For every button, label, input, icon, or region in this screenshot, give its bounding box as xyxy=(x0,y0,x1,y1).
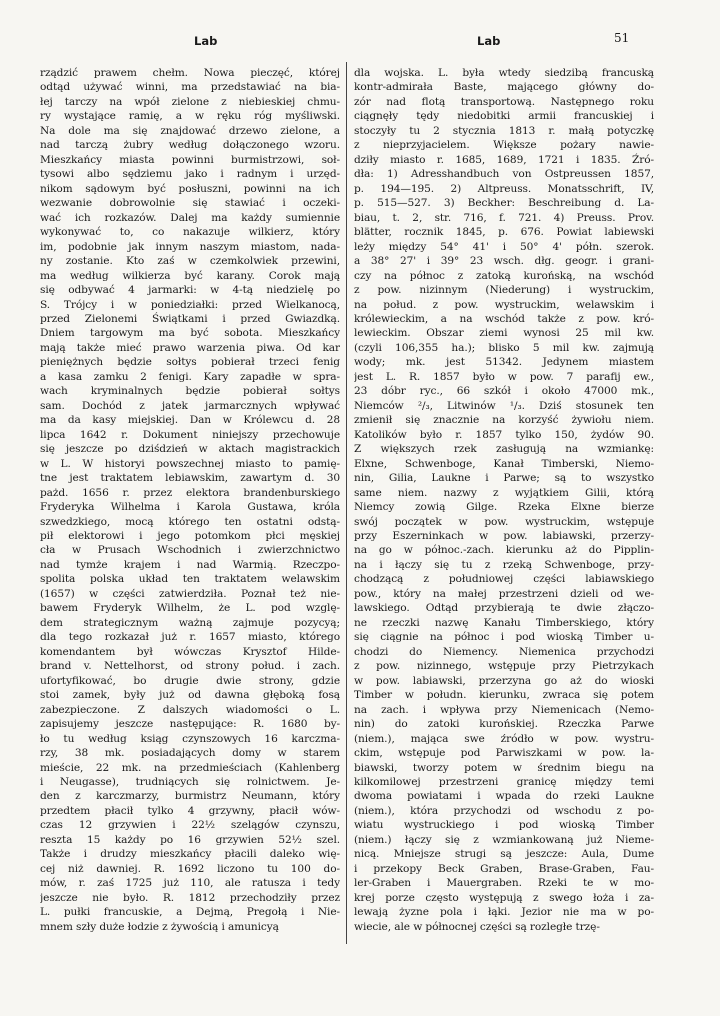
text-line: leży między 54° 41' i 50° 4' półn. szerok. xyxy=(354,240,654,253)
text-line: nad tymże krajem i nad Warmią. Rzeczpo- xyxy=(40,558,340,571)
column-divider xyxy=(346,62,347,944)
text-line: (czyli 106,355 ha.); blisko 5 mil kw. zajmują xyxy=(354,341,654,354)
text-line: ny zostanie. Kto zaś w czemkolwiek przewini, xyxy=(40,255,340,268)
text-line: jest L. R. 1857 było w pow. 7 parafij ew., xyxy=(354,370,654,383)
text-line: ne rzeczki nazwę Kanału Timberskiego, który xyxy=(354,616,654,629)
text-line: i przekopy Beck Graben, Brase-Graben, Fau- xyxy=(354,862,654,875)
text-line: pieniężnych będzie sołtys pobierał trzeci fenig xyxy=(40,356,340,369)
text-line: p. 194—195. 2) Altpreuss. Monatsschrift, IV, xyxy=(354,182,654,195)
text-line: i Neugasse), trudniących się rolnictwem. Je- xyxy=(40,775,340,788)
text-line: Niemcy zowią Gilge. Rzeka Elxne bierze xyxy=(354,501,654,514)
text-line: tysowi albo sędziemu jako i radnym i urzęd- xyxy=(40,168,340,181)
text-line: królewieckim, a na wschód także z pow. kró- xyxy=(354,312,654,325)
text-line: mnem szły duże łodzie z żywością i amunicyą xyxy=(40,920,279,933)
text-line: a 38° 27' i 39° 23 wsch. dłg. geogr. i grani- xyxy=(354,255,654,268)
text-line: Elxne, Schwenboge, Kanał Timberski, Niemo- xyxy=(354,457,654,470)
text-line: dziły miasto r. 1685, 1689, 1721 i 1835. Źró- xyxy=(354,153,654,166)
text-line: przy Eszerninkach w pow. labiawski, przerzy- xyxy=(354,530,654,542)
text-line: wiatu wystruckiego i pod wioską Timber xyxy=(354,819,654,832)
text-line: bawem Fryderyk Wilhelm, że L. pod wzglę- xyxy=(40,602,340,615)
text-line: kontr-admirała Baste, mającego główny do- xyxy=(354,81,654,94)
text-line: nin) do zatoki kurońskiej. Rzeczka Parwe xyxy=(354,718,654,731)
text-line: Na dole ma się znajdować drzewo zielone, a xyxy=(40,124,340,137)
text-line: pażd. 1656 r. przez elektora brandenburskiego xyxy=(40,486,340,499)
text-line: przedtem płacił tylko 4 grzywny, płacił wów- xyxy=(40,804,340,817)
text-line: im, podobnie jak innym naszym miastom, nada- xyxy=(40,240,340,253)
text-line: 23 dóbr ryc., 66 szkół i około 47000 mk., xyxy=(354,385,654,398)
text-line: biawski, tworzy potem w średnim biegu na xyxy=(354,761,654,774)
text-line: z nieprzyjacielem. Większe pożary nawie- xyxy=(354,139,654,152)
text-line: Dniem targowym ma być sobota. Mieszkańcy xyxy=(40,327,340,340)
text-line: nin, Gilia, Laukne i Parwe; są to wszystko xyxy=(354,472,654,485)
text-line: na go w północ.-zach. kierunku aż do Pipplin- xyxy=(354,544,654,557)
text-line: w pow. labiawski, przerzyna go aż do wioski xyxy=(354,674,654,687)
text-line: cła w Prusach Wschodnich i zwierzchnictwo xyxy=(40,544,340,557)
text-line: odtąd używać winni, ma przedstawiać na bia- xyxy=(40,81,340,94)
text-line: dem strategicznym ważną zajmuje pozycyą; xyxy=(40,616,340,629)
text-line: mają także mieć prawo warzenia piwa. Od kar xyxy=(40,341,340,354)
right-column-header: Lab xyxy=(477,34,501,48)
text-line: Także i drudzy mieszkańcy płacili daleko wię- xyxy=(40,848,340,861)
text-line: mieście, 22 mk. na przedmieściach (Kahlenberg xyxy=(40,761,340,774)
text-line: (1657) w części zatwierdziła. Poznał też nie- xyxy=(40,587,340,600)
text-line: zmienił się znacznie na korzyść żywiołu niem. xyxy=(354,414,654,427)
text-line: przed Zielonemi Świątkami i przed Gwiazdką. xyxy=(40,312,340,325)
text-line: cej niż dawniej. R. 1692 liczono tu 100 do- xyxy=(40,862,340,875)
text-line: lipca 1642 r. Dokument niniejszy przechowuje xyxy=(40,428,340,441)
page-number: 51 xyxy=(614,31,630,45)
text-line: ler-Graben i Mauergraben. Rzeki te w mo- xyxy=(354,877,654,890)
text-line: dla tego rozkazał już r. 1657 miasto, którego xyxy=(40,631,340,644)
text-line: L. pułki francuskie, a Dejmą, Pregołą i Nie- xyxy=(40,906,340,919)
text-line: wykonywać to, co nakazuje wilkierz, który xyxy=(40,226,340,239)
text-line: lawskiego. Odtąd przybierają te dwie złączo- xyxy=(354,602,654,615)
text-line: ry wystające ramię, a w ręku róg myśliwski. xyxy=(40,110,340,123)
text-line: zór nad flotą transportową. Następnego roku xyxy=(354,95,654,108)
text-line: ma według wilkierza być karany. Corok mają xyxy=(40,269,340,282)
text-line: S. Trójcy i w poniedziałki: przed Wielkanocą, xyxy=(40,298,340,311)
text-line: łej tarczy na wpół zielone z niebieskiej chmu- xyxy=(40,95,340,108)
text-line: ciągnęły tędy niedobitki armii francuskiej i xyxy=(354,110,654,123)
text-line: pił elektorowi i jego potomkom płci męskiej xyxy=(40,530,340,542)
left-text-column xyxy=(40,66,340,934)
text-line: brand v. Nettelhorst, od strony połud. i zach. xyxy=(40,660,340,673)
text-line: Z większych rzek zasługują na wzmiankę: xyxy=(354,443,654,456)
text-line: lewieckim. Obszar ziemi wynosi 25 mil kw. xyxy=(354,327,654,340)
text-line: na połud. z pow. wystruckim, welawskim i xyxy=(354,298,654,311)
text-line: swój początek w pow. wystruckim, wstępuje xyxy=(354,515,654,528)
text-line: nikom sądowym być posłuszni, powinni na ich xyxy=(40,182,340,195)
text-line: stoi zamek, były już od dawna głęboką fosą xyxy=(40,689,340,702)
text-line: ma da kasy miejskiej. Dan w Królewcu d. 28 xyxy=(40,414,340,427)
text-line: wezwanie dobrowolnie się stawiać i oczeki- xyxy=(40,197,340,210)
text-line: (niem.), mająca swe źródło w pow. wystru- xyxy=(354,732,654,745)
text-line: Fryderyka Wilhelma i Karola Gustawa, króla xyxy=(40,501,340,514)
text-line: Katolików było r. 1857 tylko 150, żydów 90. xyxy=(354,428,654,441)
text-line: mów, r. zaś 1725 już 110, ale ratusza i tedy xyxy=(40,877,340,890)
text-line: reszta 15 każdy po 16 grzywien 52½ szel. xyxy=(40,833,340,846)
text-line: p. 515—527. 3) Beckher: Beschreibung d. La- xyxy=(354,197,654,210)
text-line: z pow. nizinnym (Niederung) i wystruckim, xyxy=(354,284,654,297)
text-line: się jeszcze po dziśdzień w aktach magistrackich xyxy=(40,443,340,456)
text-line: kilkomilowej przestrzeni granicę między temi xyxy=(354,775,654,788)
text-line: chodzącą z południowej części labiawskiego xyxy=(354,573,654,586)
text-line: ufortyfikować, bo drugie dwie strony, gdzie xyxy=(40,674,340,687)
text-line: tne jest traktatem lebiawskim, zawartym d. 30 xyxy=(40,472,340,485)
text-line: ckim, wstępuje pod Parwiszkami w pow. la- xyxy=(354,747,654,760)
text-line: a kasa zamku 2 fenigi. Kary zapadłe w spra- xyxy=(40,370,340,383)
text-line: Mieszkańcy miasta powinni burmistrzowi, soł- xyxy=(40,153,340,166)
text-line: chodzi do Niemency. Niemenica przychodzi xyxy=(354,645,654,658)
text-line: w L. W historyi powszechnej miasto to pamię- xyxy=(40,457,340,470)
text-line: na zach. i wpływa przy Niemenicach (Nemo- xyxy=(354,703,654,716)
text-line: szwedzkiego, mocą którego ten ostatni odstą- xyxy=(40,515,340,528)
text-line: blätter, rocznik 1845, p. 676. Powiat labiewski xyxy=(354,226,654,239)
text-line: (niem.), która przychodzi od wschodu z po- xyxy=(354,804,654,817)
text-line: den z karczmarzy, burmistrz Neumann, który xyxy=(40,790,340,803)
right-text-column xyxy=(354,66,654,934)
left-column-header: Lab xyxy=(194,34,218,48)
text-line: pow., który na małej przestrzeni dzieli od we- xyxy=(354,587,654,600)
text-line: się odbywać 4 jarmarki: w 4-tą niedzielę po xyxy=(40,284,340,297)
text-line: same niem. nazwy z wyjątkiem Gilii, którą xyxy=(354,486,654,499)
text-line: lewają żyzne pola i łąki. Jezior nie ma w po- xyxy=(354,906,654,919)
text-line: czy na północ z zatoką kurońską, na wschód xyxy=(354,269,654,282)
page-header xyxy=(0,31,720,50)
text-line: dla wojska. L. była wtedy siedzibą francuską xyxy=(354,67,654,79)
text-line: na i łączy się tu z rzeką Schwenboge, przy- xyxy=(354,558,654,571)
text-line: zapisujemy jeszcze następujące: R. 1680 by- xyxy=(40,718,340,731)
text-line: komendantem był wówczas Krysztof Hilde- xyxy=(40,645,340,658)
text-line: stoczyły tu 2 stycznia 1813 r. małą potyczkę xyxy=(354,124,654,137)
text-line: rządzić prawem chełm. Nowa pieczęć, której xyxy=(40,67,340,79)
text-line: biau, t. 2, str. 716, f. 721. 4) Preuss. Prov. xyxy=(354,211,654,224)
text-line: zabezpieczone. Z dalszych wiadomości o L. xyxy=(40,703,340,716)
text-line: wody; mk. jest 51342. Jedynem miastem xyxy=(354,356,654,369)
text-line: wiecie, ale w północnej części są rozległe trzę- xyxy=(354,920,600,933)
text-line: rzy, 38 mk. posiadających domy w starem xyxy=(40,747,340,760)
text-line: nad tarczą żubry według dołączonego wzoru. xyxy=(40,139,340,152)
text-line: dła: 1) Adresshandbuch von Ostpreussen 1857, xyxy=(354,168,654,181)
text-line: z pow. nizinnego, wstępuje przy Pietrzykach xyxy=(354,660,654,673)
text-line: ło tu według ksiąg czynszowych 16 karczma- xyxy=(40,732,340,745)
text-line: dwoma powiatami i wpada do rzeki Laukne xyxy=(354,790,654,803)
text-line: wać ich rozkazów. Dalej ma każdy sumiennie xyxy=(40,211,340,224)
text-line: Niemców ²/₃, Litwinów ¹/₃. Dziś stosunek ten xyxy=(354,399,654,412)
text-line: (niem.) łączy się z wzmiankowaną już Nieme- xyxy=(354,833,654,846)
text-line: się ciągnie na północ i pod wioską Timber u- xyxy=(354,631,654,644)
text-line: krej porze często występują z swego łoża i za- xyxy=(354,891,654,904)
text-line: nicą. Mniejsze strugi są jeszcze: Aula, Dume xyxy=(354,848,654,861)
text-line: czas 12 grzywien i 22½ szelągów czynszu, xyxy=(40,819,340,832)
text-line: sam. Dochód z jatek jarmarcznych wpływać xyxy=(40,399,340,412)
text-line: Timber w połudn. kierunku, zwraca się potem xyxy=(354,689,654,702)
text-line: spolita polska układ ten traktatem welawskim xyxy=(40,573,340,586)
text-line: jeszcze nie było. R. 1812 przechodziły przez xyxy=(40,891,340,904)
text-line: wach kryminalnych będzie pobierał sołtys xyxy=(40,385,340,398)
